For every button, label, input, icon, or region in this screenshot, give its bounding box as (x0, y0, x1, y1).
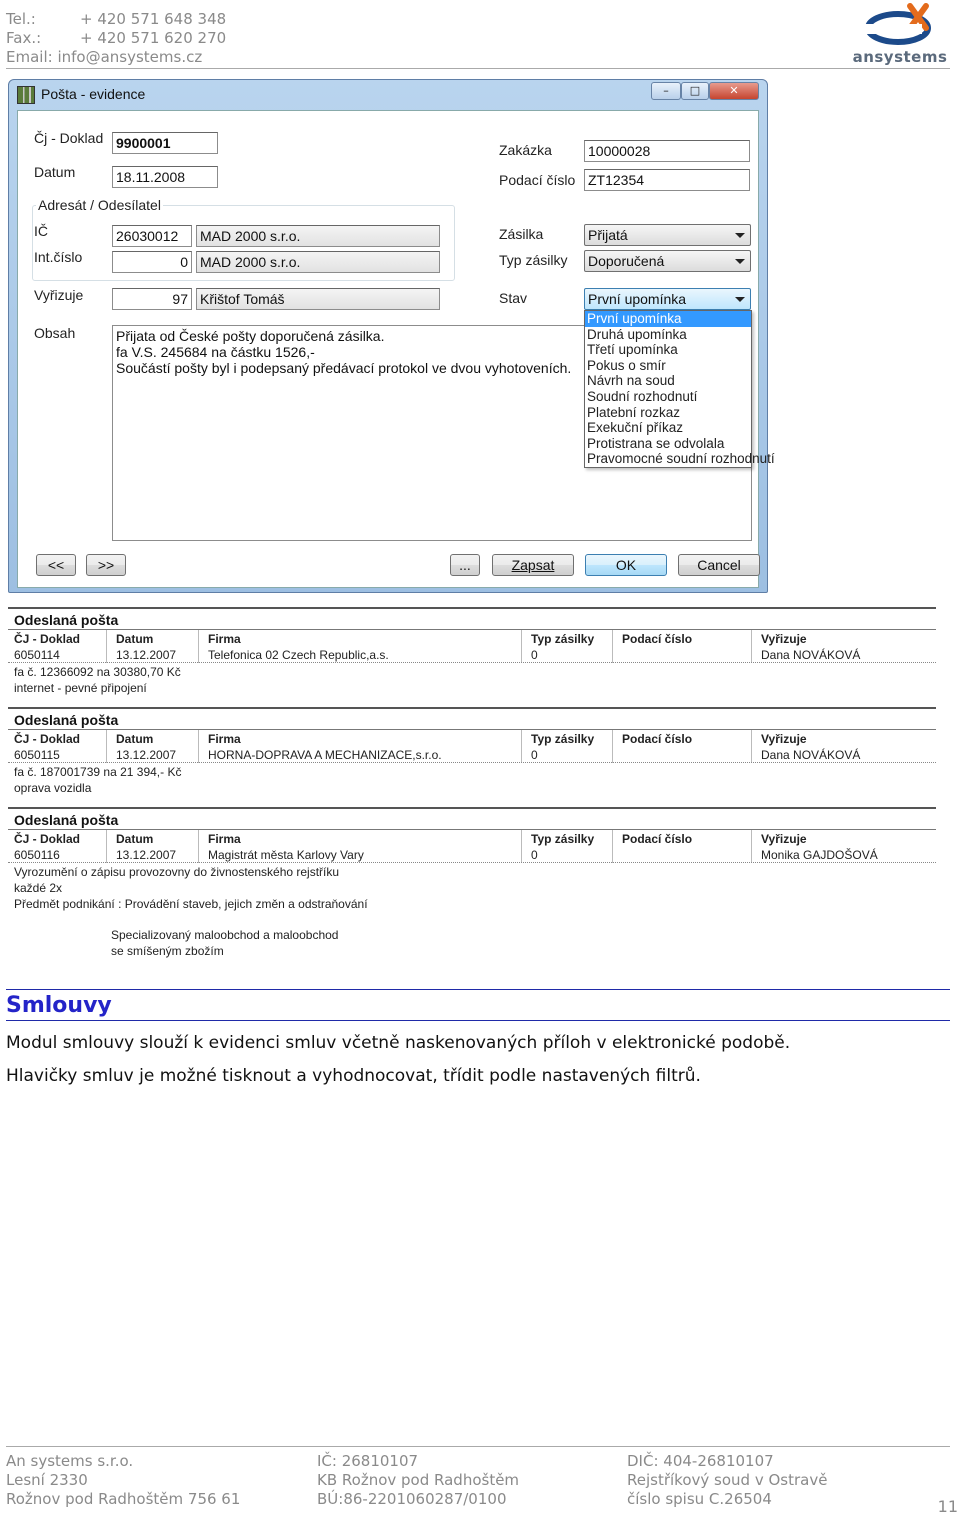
form-area (17, 110, 775, 588)
stav-value: První upomínka (588, 291, 687, 307)
col-firma: Firma (208, 832, 241, 846)
footer-col-3 (627, 1452, 827, 1509)
col-datum: Datum (116, 832, 154, 846)
col-separator (751, 730, 752, 763)
cell-vyrizuje: Monika GAJDOŠOVÁ (761, 848, 878, 862)
stav-label: Stav (499, 290, 528, 306)
stav-dropdown-list (584, 310, 775, 468)
obsah-label: Obsah (34, 325, 76, 341)
window-title: Pošta - evidence (41, 86, 146, 102)
note-line: se smíšeným zbožím (111, 944, 224, 958)
more-button[interactable]: ... (450, 554, 480, 576)
col-separator (198, 730, 199, 763)
datum-field[interactable]: 18.11.2008 (112, 166, 218, 188)
col-separator (106, 830, 107, 863)
email: Email: info@ansystems.cz (6, 48, 203, 66)
col-cj: ČJ - Doklad (14, 632, 81, 646)
note-line: Předmět podnikání : Provádění staveb, jejich změn a odstraňování (14, 897, 368, 911)
cancel-button[interactable]: Cancel (678, 554, 760, 576)
col-typ: Typ zásilky (531, 632, 595, 646)
stav-option[interactable]: Pokus o smír (587, 357, 666, 373)
col-separator (612, 630, 613, 663)
chevron-down-icon (735, 233, 745, 238)
stav-option[interactable]: Soudní rozhodnutí (587, 388, 698, 404)
block-header-rule (8, 729, 936, 730)
close-button[interactable]: ✕ (709, 82, 759, 100)
zakazka-field[interactable]: 10000028 (584, 140, 750, 162)
col-separator (612, 730, 613, 763)
col-vyrizuje: Vyřizuje (761, 832, 807, 846)
company-logo (852, 2, 948, 66)
header-divider (6, 68, 950, 69)
col-firma: Firma (208, 732, 241, 746)
logo-swoosh-icon (852, 2, 948, 50)
zakazka-label: Zakázka (499, 142, 552, 158)
note-line: oprava vozidla (14, 781, 92, 795)
fax-value: + 420 571 620 270 (80, 29, 227, 47)
footer-divider (6, 1446, 950, 1447)
block-top-rule (8, 807, 936, 809)
footer-line: Lesní 2330 (6, 1471, 88, 1489)
tel-value: + 420 571 648 348 (80, 10, 227, 28)
cell-cj: 6050115 (14, 748, 60, 762)
typ-select[interactable] (584, 250, 751, 272)
stav-option[interactable]: Protistrana se odvolala (587, 435, 725, 451)
note-line: Vyrozumění o zápisu provozovny do živnostenského rejstříku (14, 865, 340, 879)
page-number: 11 (937, 1497, 958, 1516)
typ-value: Doporučená (588, 253, 665, 269)
col-separator (751, 830, 752, 863)
col-separator (106, 630, 107, 663)
footer-line: IČ: 26810107 (317, 1452, 419, 1470)
cell-firma: HORNA-DOPRAVA A MECHANIZACE,s.r.o. (208, 748, 442, 762)
col-separator (521, 830, 522, 863)
ic-name-field: MAD 2000 s.r.o. (196, 225, 440, 247)
footer-line: DIČ: 404-26810107 (627, 1452, 774, 1470)
col-separator (521, 630, 522, 663)
row-divider (8, 662, 936, 663)
col-separator (198, 830, 199, 863)
footer-col-2 (317, 1452, 519, 1509)
row-divider (8, 762, 936, 763)
col-podaci: Podací číslo (622, 632, 693, 646)
fax-label: Fax.: (6, 29, 42, 47)
footer-line: Rožnov pod Radhoštěm 756 61 (6, 1490, 241, 1508)
row-divider (8, 862, 936, 863)
logo-text: ansystems (852, 48, 948, 66)
stav-option[interactable]: První upomínka (585, 311, 751, 327)
note-line: internet - pevné připojení (14, 681, 147, 695)
paragraph: Hlavičky smluv je možné tisknout a vyhodnocovat, třídit podle nastavených filtrů. (6, 1066, 701, 1086)
block-top-rule (8, 607, 936, 609)
block-title: Odeslaná pošta (14, 712, 119, 728)
obsah-line-2: fa V.S. 245684 na částku 1526,- (116, 344, 315, 360)
block-header-rule (8, 829, 936, 830)
podaci-field[interactable]: ZT12354 (584, 169, 750, 191)
block-title: Odeslaná pošta (14, 812, 119, 828)
cell-typ: 0 (531, 748, 538, 762)
datum-label: Datum (34, 164, 76, 180)
cj-label: Čj - Doklad (34, 130, 104, 146)
block-top-rule (8, 707, 936, 709)
col-separator (198, 630, 199, 663)
next-button[interactable]: >> (86, 554, 126, 576)
cell-datum: 13.12.2007 (116, 648, 177, 662)
cell-cj: 6050114 (14, 648, 60, 662)
cj-field[interactable]: 9900001 (112, 132, 218, 154)
stav-option[interactable]: Platební rozkaz (587, 404, 681, 420)
cell-datum: 13.12.2007 (116, 748, 177, 762)
stav-option[interactable]: Návrh na soud (587, 373, 675, 389)
stav-select[interactable] (584, 288, 751, 310)
block-header-rule (8, 629, 936, 630)
intcislo-label: Int.číslo (34, 249, 83, 265)
intcislo-field[interactable]: 0 (112, 251, 192, 273)
col-vyrizuje: Vyřizuje (761, 632, 807, 646)
cell-cj: 6050116 (14, 848, 60, 862)
stav-option[interactable]: Třetí upomínka (587, 342, 678, 358)
posta-evidence-window (8, 79, 775, 593)
col-cj: ČJ - Doklad (14, 832, 81, 846)
col-vyrizuje: Vyřizuje (761, 732, 807, 746)
footer-line: číslo spisu C.26504 (627, 1490, 772, 1508)
mailbox-icon (17, 86, 35, 104)
int-name-field: MAD 2000 s.r.o. (196, 251, 440, 273)
col-datum: Datum (116, 732, 154, 746)
maximize-button[interactable]: □ (681, 82, 709, 100)
minimize-button[interactable]: – (651, 82, 681, 100)
vyrizuje-label: Vyřizuje (34, 287, 84, 303)
section-top-rule (6, 989, 950, 990)
col-separator (106, 730, 107, 763)
obsah-line-1: Přijata od České pošty doporučená zásilka. (116, 328, 385, 344)
paragraph: Modul smlouvy slouží k evidenci smluv včetně naskenovaných příloh v elektronické podobě. (6, 1033, 791, 1053)
footer-line: BÚ:86-2201060287/0100 (317, 1490, 507, 1508)
zasilka-label: Zásilka (499, 226, 544, 242)
cell-typ: 0 (531, 848, 538, 862)
stav-option[interactable]: Druhá upomínka (587, 326, 687, 342)
tel-label: Tel.: (6, 10, 36, 28)
col-podaci: Podací číslo (622, 832, 693, 846)
podaci-label: Podací číslo (499, 172, 576, 188)
zasilka-value: Přijatá (588, 227, 628, 243)
chevron-down-icon (735, 297, 745, 302)
col-typ: Typ zásilky (531, 732, 595, 746)
cell-vyrizuje: Dana NOVÁKOVÁ (761, 648, 861, 662)
col-separator (612, 830, 613, 863)
col-podaci: Podací číslo (622, 732, 693, 746)
note-line: fa č. 12366092 na 30380,70 Kč (14, 665, 181, 679)
stav-option[interactable]: Pravomocné soudní rozhodnutí (587, 451, 775, 467)
cell-typ: 0 (531, 648, 538, 662)
chevron-down-icon (735, 259, 745, 264)
section-bottom-rule (6, 1020, 950, 1021)
typ-label: Typ zásilky (499, 252, 568, 268)
vyrizuje-field[interactable]: 97 (112, 288, 192, 310)
adresat-group-label: Adresát / Odesílatel (38, 197, 161, 213)
note-line: každé 2x (14, 881, 63, 895)
note-line: Specializovaný maloobchod a maloobchod (111, 928, 339, 942)
zasilka-select[interactable] (584, 224, 751, 246)
col-firma: Firma (208, 632, 241, 646)
ic-field[interactable]: 26030012 (112, 225, 192, 247)
col-separator (751, 630, 752, 663)
cell-vyrizuje: Dana NOVÁKOVÁ (761, 748, 861, 762)
footer-line: Rejstříkový soud v Ostravě (627, 1471, 828, 1489)
cell-firma: Magistrát města Karlovy Vary (208, 848, 364, 862)
ic-label: IČ (34, 223, 48, 239)
prev-button[interactable]: << (36, 554, 76, 576)
stav-option[interactable]: Exekuční příkaz (587, 420, 684, 436)
col-datum: Datum (116, 632, 154, 646)
cell-datum: 13.12.2007 (116, 848, 177, 862)
col-separator (521, 730, 522, 763)
footer-line: An systems s.r.o. (6, 1452, 134, 1470)
col-typ: Typ zásilky (531, 832, 595, 846)
vyrizuje-name-field: Křištof Tomáš (196, 288, 440, 310)
obsah-line-3: Součástí pošty byl i podepsaný předávací protokol ve dvou vyhotoveních. (116, 360, 572, 376)
cell-firma: Telefonica 02 Czech Republic,a.s. (208, 648, 389, 662)
col-cj: ČJ - Doklad (14, 732, 81, 746)
block-title: Odeslaná pošta (14, 612, 119, 628)
footer-col-1 (6, 1452, 240, 1509)
footer-line: KB Rožnov pod Radhoštěm (317, 1471, 520, 1489)
ok-button[interactable]: OK (585, 554, 667, 576)
note-line: fa č. 187001739 na 21 394,- Kč (14, 765, 182, 779)
zapsat-button[interactable]: Zapsat (492, 554, 574, 576)
section-title: Smlouvy (6, 993, 112, 1018)
